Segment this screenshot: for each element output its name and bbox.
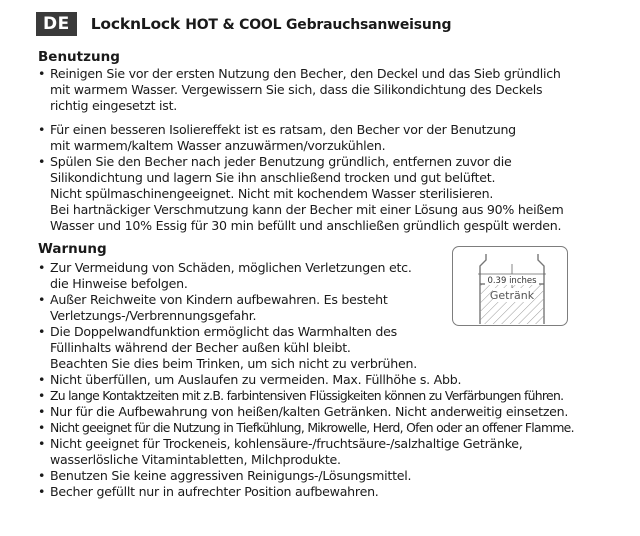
list-item-continuation: wasserlösliche Vitamintabletten, Milchprodukte. <box>50 452 341 467</box>
list-item-continuation: mit warmem Wasser. Vergewissern Sie sich, dass die Silikondichtung des Deckels <box>50 82 543 97</box>
list-item: • Außer Reichweite von Kindern aufbewahren. Es besteht <box>38 292 574 308</box>
section-title-benutzung: Benutzung <box>38 49 120 65</box>
list-item-continuation: Bei hartnäckiger Verschmutzung kann der Becher mit einer Lösung aus 90% heißem <box>50 202 564 217</box>
list-item-continuation: Silikondichtung und lagern Sie ihn anschließend trocken und gut belüftet. <box>50 170 496 185</box>
list-item-continuation: Beachten Sie dies beim Trinken, um sich nicht zu verbrühen. <box>50 356 417 371</box>
list-item-continuation: richtig eingesetzt ist. <box>50 98 178 113</box>
list-item: • Nicht geeignet für Trockeneis, kohlensäure-/fruchtsäure-/salzhaltige Getränke, <box>38 436 574 452</box>
list-item: • Zu lange Kontaktzeiten mit z.B. farbintensiven Flüssigkeiten können zu Verfärbungen führen. <box>38 388 574 404</box>
list-item: • Die Doppelwandfunktion ermöglicht das Warmhalten des <box>38 324 574 340</box>
document-subtitle: HOT & COOL Gebrauchsanweisung <box>185 17 452 33</box>
list-item-continuation: Wasser und 10% Essig für 30 min befüllt und anschließen gründlich gespült werden. <box>50 218 562 233</box>
list-item: • Becher gefüllt nur in aufrechter Position aufbewahren. <box>38 484 574 500</box>
list-item-continuation: die Hinweise befolgen. <box>50 276 188 291</box>
benutzung-list <box>38 66 564 234</box>
fill-level-diagram <box>452 246 568 326</box>
list-item-continuation: mit warmem/kaltem Wasser anzuwärmen/vorzukühlen. <box>50 138 386 153</box>
document-header <box>36 10 451 38</box>
list-item: • Nicht geeignet für die Nutzung in Tiefkühlung, Mikrowelle, Herd, Ofen oder an offener Flamme. <box>38 420 574 436</box>
language-badge: DE <box>36 12 77 36</box>
list-item: • Zur Vermeidung von Schäden, möglichen Verletzungen etc. <box>38 260 574 276</box>
document-title <box>91 15 452 33</box>
list-item: • Nicht überfüllen, um Auslaufen zu vermeiden. Max. Füllhöhe s. Abb. <box>38 372 574 388</box>
beverage-label: Getränk <box>489 288 534 302</box>
cup-outline-icon <box>452 246 568 326</box>
list-item-continuation: Füllinhalts während der Becher außen kühl bleibt. <box>50 340 351 355</box>
brand-name: LocknLock <box>90 15 181 33</box>
fill-gap-label: 0.39 inches <box>486 275 537 286</box>
list-item: • Für einen besseren Isoliereffekt ist es ratsam, den Becher vor der Benutzung <box>38 122 564 138</box>
section-title-warnung: Warnung <box>38 241 107 257</box>
list-item: • Reinigen Sie vor der ersten Nutzung den Becher, den Deckel und das Sieb gründlich <box>38 66 564 82</box>
list-item: • Spülen Sie den Becher nach jeder Benutzung gründlich, entfernen zuvor die <box>38 154 564 170</box>
list-item: • Nur für die Aufbewahrung von heißen/kalten Getränken. Nicht anderweitig einsetzen. <box>38 404 574 420</box>
list-item-continuation: Nicht spülmaschinengeeignet. Nicht mit kochendem Wasser sterilisieren. <box>50 186 494 201</box>
list-item-continuation: Verletzungs-/Verbrennungsgefahr. <box>50 308 257 323</box>
list-item: • Benutzen Sie keine aggressiven Reinigungs-/Lösungsmittel. <box>38 468 574 484</box>
